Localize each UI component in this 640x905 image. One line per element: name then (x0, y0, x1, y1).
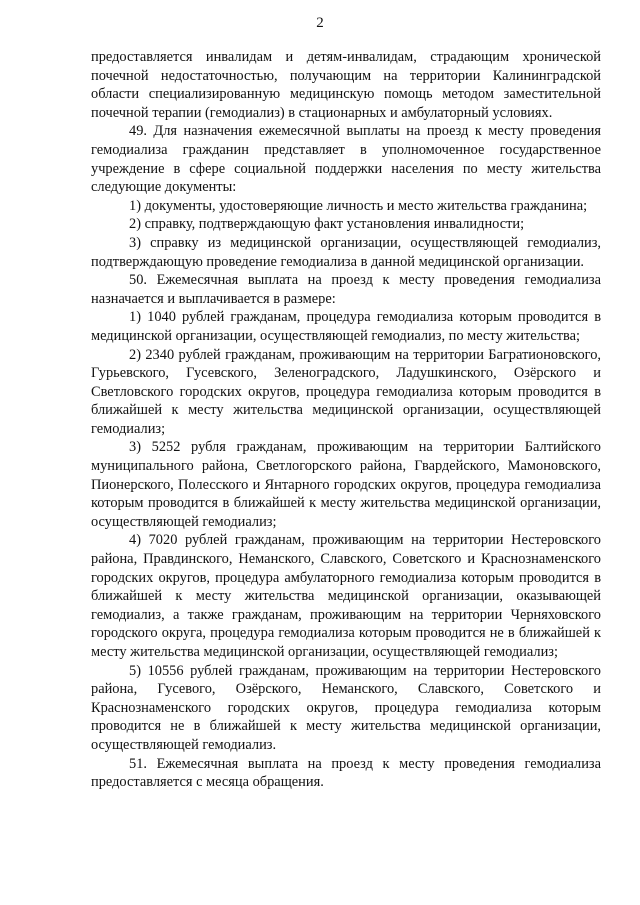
list-item-49-2: 2) справку, подтверждающую факт установления инвалидности; (129, 216, 525, 233)
document-body (91, 48, 601, 792)
list-item-50-3: 3) 5252 рубля гражданам, проживающим на территории Балтийского муниципального района, Светлогорского района, Гвардейского, Мамоновского, Пионерского, Полесского и Янтарного городских округов, процедура гемодиализа которым проводится в ближайшей к месту жительства медицинской организации, осуществляющей гемодиализ; (91, 439, 601, 530)
paragraph-continuation: предоставляется инвалидам и детям-инвалидам, страдающим хронической почечной недостаточностью, получающим на территории Калининградской области специализированную медицинскую помощь методом заместительной почечной терапии (гемодиализ) в стационарных и амбулаторный условиях. (91, 49, 601, 121)
list-item-50-2: 2) 2340 рублей гражданам, проживающим на территории Багратионовского, Гурьевского, Гусевского, Зеленоградского, Ладушкинского, Озёрского и Светловского городских округов, процедура гемодиализа которым проводится в ближайшей к месту жительства медицинской организации, осуществляющей гемодиализ; (91, 346, 601, 437)
list-item-49-3: 3) справку из медицинской организации, осуществляющей гемодиализ, подтверждающую проведение гемодиализа в данной медицинской организации. (91, 234, 601, 270)
list-item-50-5: 5) 10556 рублей гражданам, проживающим на территории Нестеровского района, Гусевого, Озёрского, Неманского, Славского, Советского и Краснознаменского городских округов, процедура гемодиализа которым проводится не в ближайшей к месту жительства медицинской организации, осуществляющей гемодиализ. (91, 662, 601, 753)
list-item-50-4: 4) 7020 рублей гражданам, проживающим на территории Нестеровского района, Правдинского, Неманского, Славского, Советского и Краснознаменского городских округов, процедура амбулаторного гемодиализа которым проводится в ближайшей к месту жительства медицинской организации, оказывающей гемодиализ, а также гражданам, проживающим на территории Черняховского городского округа, процедура гемодиализа которым проводится не в ближайшей к месту жительства медицинской организации, осуществляющей гемодиализ; (91, 532, 601, 660)
paragraph-51: 51. Ежемесячная выплата на проезд к месту проведения гемодиализа предоставляется с месяца обращения. (91, 755, 601, 791)
page-number: 2 (316, 15, 324, 31)
paragraph-50: 50. Ежемесячная выплата на проезд к месту проведения гемодиализа назначается и выплачивается в размере: (91, 272, 601, 307)
list-item-50-1: 1) 1040 рублей гражданам, процедура гемодиализа которым проводится в медицинской организации, осуществляющей гемодиализ, по месту жительства; (91, 309, 601, 344)
paragraph-49: 49. Для назначения ежемесячной выплаты на проезд к месту проведения гемодиализа гражданин представляет в уполномоченное государственное учреждение в сфере социальной поддержки населения по месту жительства следующие документы: (91, 123, 601, 196)
list-item-49-1: 1) документы, удостоверяющие личность и место жительства гражданина; (129, 197, 588, 214)
